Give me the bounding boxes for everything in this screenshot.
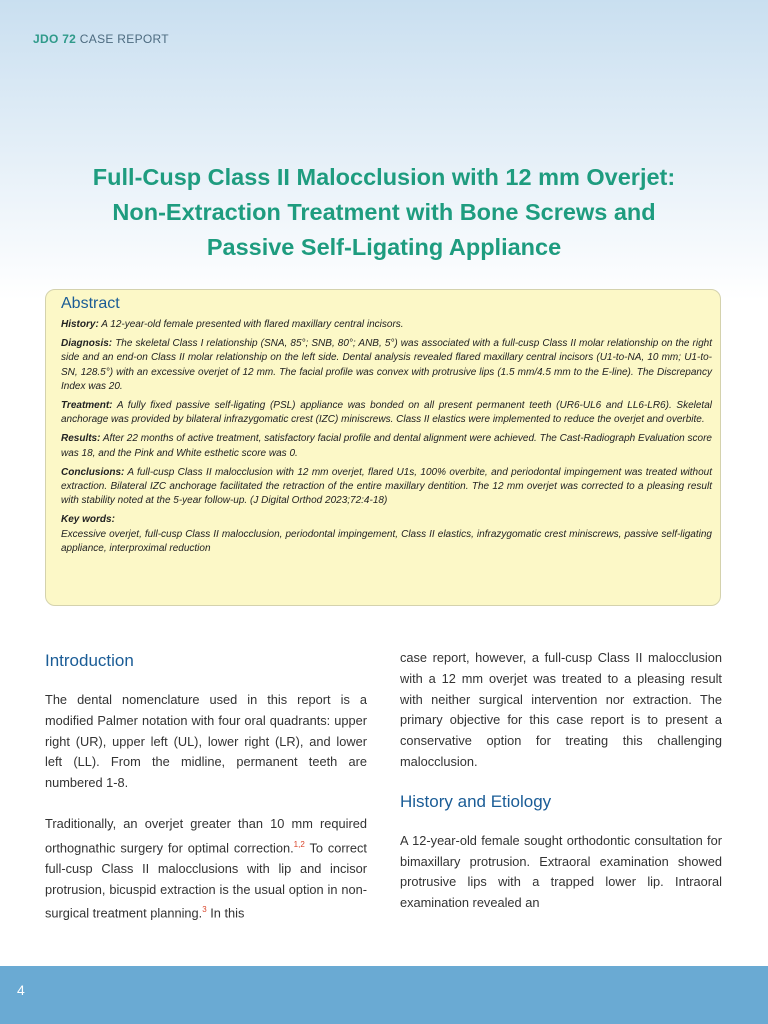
treatment-label: Treatment: — [61, 400, 113, 412]
results-label: Results: — [61, 433, 101, 445]
reference-link-3[interactable]: 3 — [202, 905, 207, 915]
right-col-continued-paragraph: case report, however, a full-cusp Class II malocclusion with a 12 mm overjet was treated to a pleasing result with neither surgical intervention nor extraction. The primary objective for this case report is to present a conservative option for treating this challenging malocclusion. — [400, 650, 722, 769]
abstract-diagnosis — [61, 337, 712, 394]
abstract-results — [61, 432, 712, 460]
title-line-2: Non-Extraction Treatment with Bone Screws and — [112, 199, 656, 225]
history-etiology-heading: History and Etiology — [400, 791, 552, 811]
conclusions-text: A full-cusp Class II malocclusion with 12 mm overjet, flared U1s, 100% overbite, and periodontal impingement was treated without extraction. Bilateral IZC anchorage facilitated the retraction of the entire maxillary dentition. The 12 mm overjet was corrected to a pleasing result with stability noted at the 5-year follow-up. (J Digital Orthod 2023;72:4-18) — [61, 466, 712, 507]
history-text: A 12-year-old female presented with flared maxillary central incisors. — [98, 319, 404, 330]
page-footer — [0, 966, 768, 1024]
conclusions-label: Conclusions: — [61, 466, 125, 478]
left-column — [45, 648, 367, 925]
keywords-label: Key words: — [61, 514, 115, 526]
running-head — [33, 32, 169, 46]
reference-link-1-2[interactable]: 1,2 — [293, 839, 305, 849]
title-line-1: Full-Cusp Class II Malocclusion with 12 mm Overjet: — [92, 164, 676, 190]
right-column — [400, 648, 722, 914]
keywords-text: Excessive overjet, full-cusp Class II malocclusion, periodontal impingement, Class II elastics, infrazygomatic crest miniscrews, passive self-ligating appliance, interproximal reduction — [61, 528, 712, 554]
intro-p2-part-b: To correct full-cusp Class II malocclusions with lip and incisor protrusion, bicuspid extraction is the usual option in non-surgical treatment planning. — [45, 840, 367, 921]
results-text: After 22 months of active treatment, satisfactory facial profile and dental alignment were achieved. The Cast-Radiograph Evaluation score was 18, and the Pink and White esthetic score was 0. — [61, 433, 712, 459]
abstract-box — [45, 289, 721, 606]
page-number: 4 — [17, 982, 25, 998]
intro-p2-part-a: Traditionally, an overjet greater than 10 mm required orthognathic surgery for optimal correction. — [45, 815, 367, 856]
journal-label: JDO 72 — [33, 32, 77, 46]
diagnosis-label: Diagnosis: — [61, 338, 113, 350]
abstract-history — [61, 318, 712, 332]
abstract-conclusions — [61, 466, 712, 509]
history-label: History: — [61, 319, 99, 330]
introduction-heading: Introduction — [45, 651, 134, 670]
treatment-text: A fully fixed passive self-ligating (PSL) appliance was bonded on all present permanent teeth (UR6-UL6 and LL6-LR6). Skeletal anchorage was provided by bilateral infrazygomatic crest (IZC) miniscrews. Class II elastics were implemented to reduce the overjet and overbite. — [61, 400, 712, 426]
history-etiology-paragraph: A 12-year-old female sought orthodontic consultation for bimaxillary protrusion. Extraoral examination showed protrusive lips with a trapped lower lip. Intraoral examination revealed an — [400, 832, 722, 911]
article-type-label: CASE REPORT — [79, 32, 169, 46]
article-title — [40, 160, 728, 265]
abstract-heading: Abstract — [61, 295, 120, 312]
abstract-treatment — [61, 399, 712, 427]
intro-paragraph-2 — [45, 814, 367, 925]
intro-paragraph-1: The dental nomenclature used in this report is a modified Palmer notation with four oral quadrants: upper right (UR), upper left (UL), lower right (LR), and lower left (LL). From the midline, permanent teeth are numbered 1-8. — [45, 692, 367, 791]
intro-p2-part-c: In this — [206, 905, 245, 921]
title-line-3: Passive Self-Ligating Appliance — [206, 234, 562, 260]
diagnosis-text: The skeletal Class I relationship (SNA, 85°; SNB, 80°; ANB, 5°) was associated with a full-cusp Class II molar relationship on the right side and an end-on Class II molar relationship on the left side. Dental analysis revealed flared maxillary central incisors (U1-to-NA, 10 mm; U1-to-SN, 128.5°) with an excessive overjet of 12 mm. The facial profile was convex with protrusive lips (1.5 mm/4.5 mm to the E-line). The Discrepancy Index was 20. — [61, 338, 712, 392]
